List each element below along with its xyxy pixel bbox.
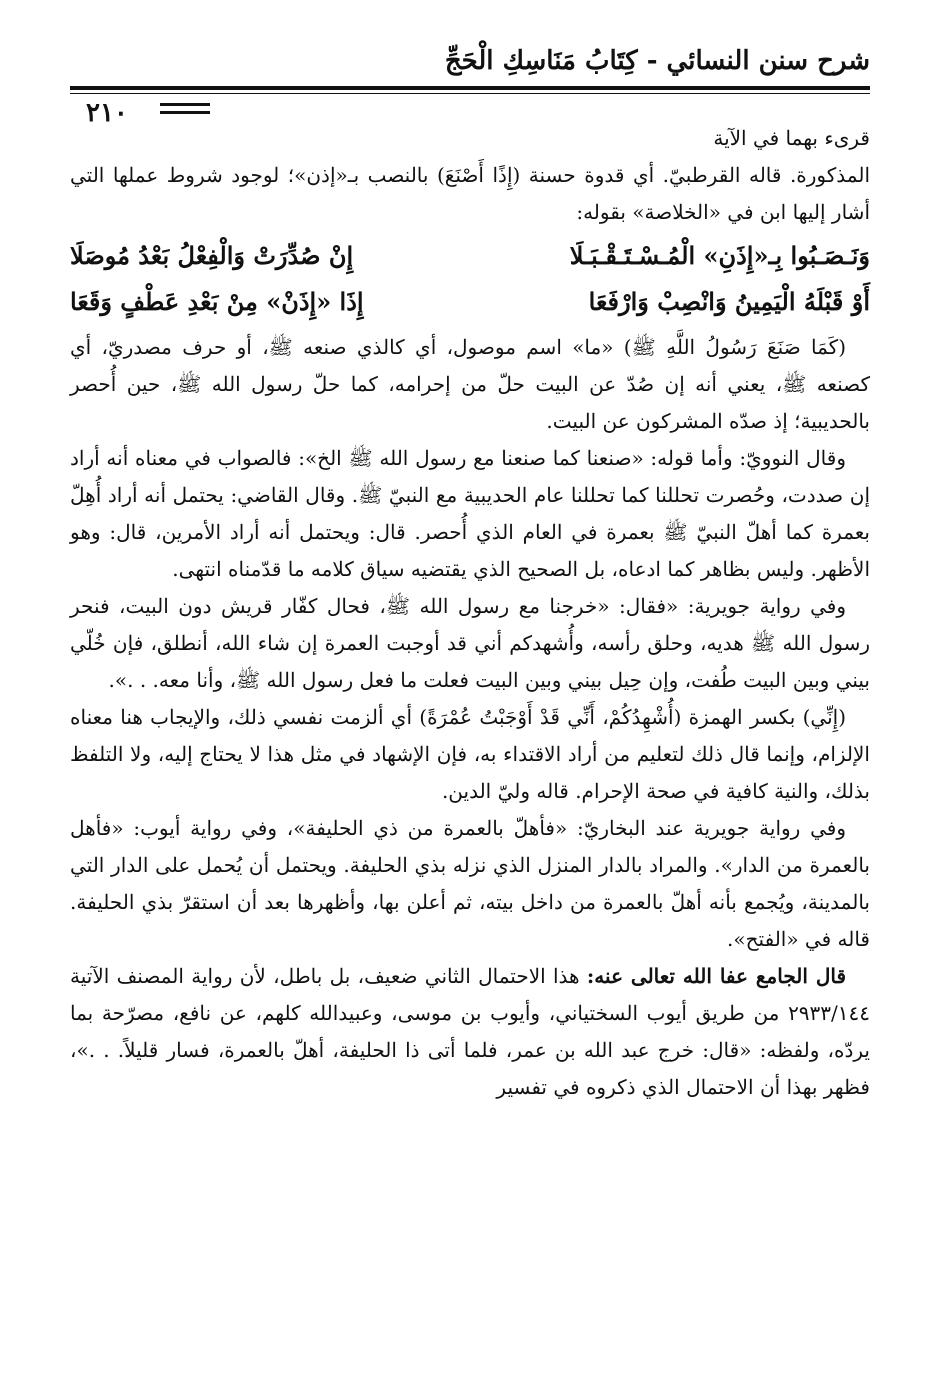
verse-hemistich: أَوْ قَبْلَهُ الْيَمِينُ وَانْصِبْ وَارْفَعَا [588,287,870,316]
body-text [70,120,870,1106]
header-rule-thick [70,86,870,90]
page-number: ٢١٠ [76,98,138,128]
paragraph-text: هذا الاحتمال الثاني ضعيف، بل باطل، لأن رواية المصنف الآتية ٢٩٣٣/١٤٤ من طريق أيوب السختياني، وأيوب بن موسى، وعبيدالله كلهم، عن نافع، مصرّحة بما يردّه، ولفظه: «قال: خرج عبد الله بن عمر، فلما أتى ذا الحليفة، أهلّ بالعمرة، فسار قليلاً. . .»، فظهر بهذا أن الاحتمال الذي ذكروه في تفسير [70,964,870,1099]
header-title: شرح سنن النسائي - كِتَابُ مَنَاسِكِ الْحَجِّ [444,46,870,76]
paragraph: وقال النوويّ: وأما قوله: «صنعنا كما صنعنا مع رسول الله ﷺ الخ»: فالصواب في معناه أنه أراد إن صددت، وحُصرت تحللنا كما تحللنا عام الحديبية مع النبيّ ﷺ. وقال القاضي: يحتمل أنه أراد أُهِلّ بعمرة كما أهلّ النبيّ ﷺ بعمرة في العام الذي أُحصر. قال: ويحتمل أنه أراد الأمرين، قال: وهو الأظهر. وليس بظاهر كما ادعاه، بل الصحيح الذي يقتضيه سياق كلامه ما قدّمناه انتهى. [70,446,870,581]
paragraph [70,958,870,1106]
paragraph: وفي رواية جويرية عند البخاريّ: «فأهلّ بالعمرة من ذي الحليفة»، وفي رواية أيوب: «فأهل بالعمرة من الدار». والمراد بالدار المنزل الذي نزله بذي الحليفة. ويحتمل أن يُحمل على الدار التي بالمدينة، ويُجمع بأنه أهلّ بالعمرة من داخل بيته، ثم أعلن بها، وأظهرها بعد أن استقرّ بذي الحليفة. قاله في «الفتح». [70,816,870,951]
poem-verse [70,233,870,279]
document-page [70,40,870,1350]
page-number-bar [160,103,210,106]
bold-lead: قال الجامع عفا الله تعالى عنه: [586,964,847,988]
poem-verses [70,233,870,325]
page-header [70,40,870,128]
paragraph: المذكورة. قاله القرطبيّ. أي قدوة حسنة (إِذًا أَصْنَعَ) بالنصب بـ«إذن»؛ لوجود شروط عملها التي أشار إليها ابن في «الخلاصة» بقوله: [70,163,871,224]
verse-hemistich: وَنَـصَـبُوا بِـ«إِذَنِ» الْمُـسْـتَـقْـبَـلَا [569,241,870,270]
paragraph: (كَمَا صَنَعَ رَسُولُ اللَّهِ ﷺ) «ما» اسم موصول، أي كالذي صنعه ﷺ، أو حرف مصدريّ، أي كصنعه ﷺ، يعني أنه إن صُدّ عن البيت حلّ من إحرامه، كما حلّ رسول الله ﷺ، حين أُحصر بالحديبية؛ إذ صدّه المشركون عن البيت. [70,335,870,433]
paragraph: قرىء بهما في الآية [713,126,870,150]
page-number-bar [160,111,210,114]
verse-hemistich: إِذَا «إِذَنْ» مِنْ بَعْدِ عَطْفٍ وَقَعَا [70,287,364,316]
poem-verse [70,279,870,325]
paragraph: وفي رواية جويرية: «فقال: «خرجنا مع رسول الله ﷺ، فحال كفّار قريش دون البيت، فنحر رسول الله ﷺ هديه، وحلق رأسه، وأُشهدكم أني قد أوجبت العمرة إن شاء الله، أنطلق، فإن خُلّي بيني وبين البيت طُفت، وإن حِيل بيني وبين البيت فعلت ما فعل رسول الله ﷺ، وأنا معه. . .». [70,594,870,692]
header-rule-thin [70,93,870,94]
paragraph: (إِنِّي) بكسر الهمزة (أُشْهِدُكُمْ، أَنِّي قَدْ أَوْجَبْتُ عُمْرَةً) أي ألزمت نفسي ذلك، والإيجاب هنا معناه الإلزام، وإنما قال ذلك لتعليم من أراد الاقتداء به، فإن الإشهاد في مثل هذا لا يحتاج إليه، ولا التلفظ بذلك، والنية كافية في صحة الإحرام. قاله وليّ الدين. [70,705,870,803]
verse-hemistich: إِنْ صُدِّرَتْ وَالْفِعْلُ بَعْدُ مُوصَلَا [70,241,354,270]
